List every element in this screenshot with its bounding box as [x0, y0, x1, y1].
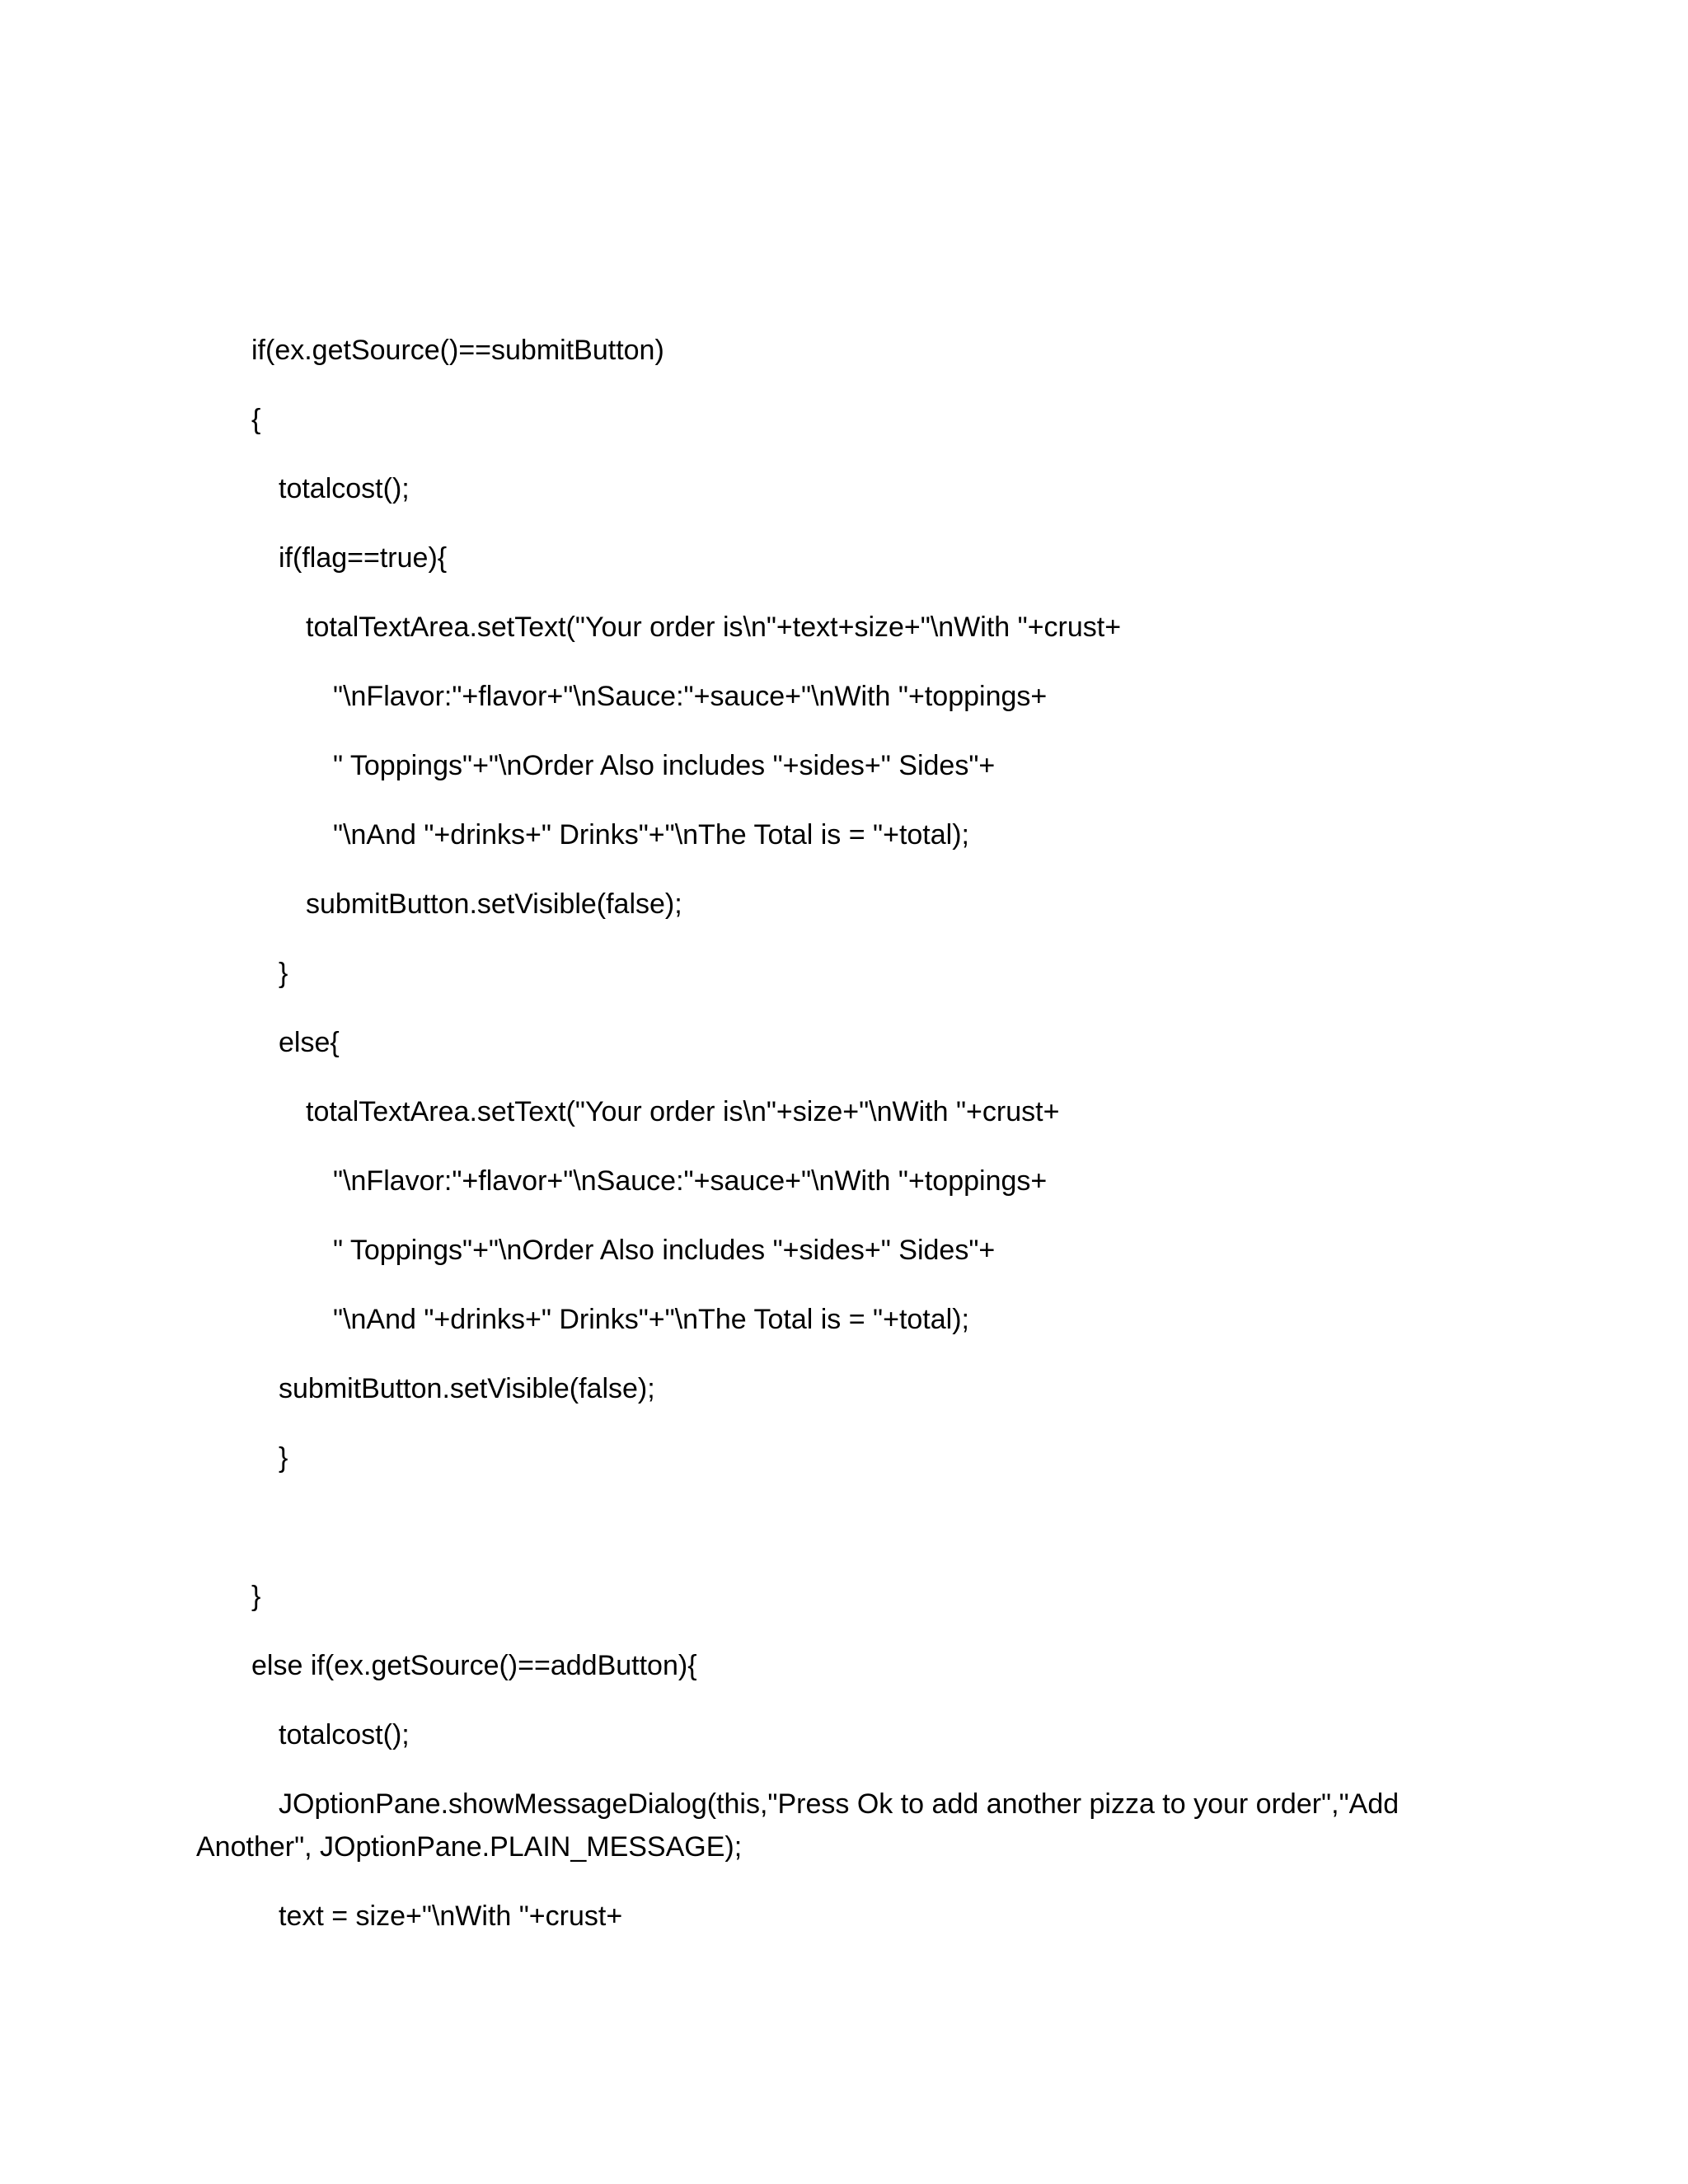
code-line: "\nAnd "+drinks+" Drinks"+"\nThe Total is = "+total); — [333, 819, 969, 851]
code-line: if(flag==true){ — [279, 542, 448, 574]
code-line: } — [279, 958, 288, 989]
code-line: totalcost(); — [279, 473, 410, 504]
code-line: " Toppings"+"\nOrder Also includes "+sides+" Sides"+ — [333, 750, 996, 781]
code-line: else if(ex.getSource()==addButton){ — [251, 1650, 697, 1681]
code-line: JOptionPane.showMessageDialog(this,"Press Ok to add another pizza to your order","Add — [279, 1788, 1400, 1820]
code-line: } — [279, 1442, 288, 1474]
code-line: Another", JOptionPane.PLAIN_MESSAGE); — [196, 1831, 743, 1863]
code-line: } — [251, 1581, 261, 1612]
code-line: text = size+"\nWith "+crust+ — [279, 1900, 623, 1932]
code-line: submitButton.setVisible(false); — [306, 888, 682, 920]
code-line: if(ex.getSource()==submitButton) — [251, 335, 664, 366]
code-line: submitButton.setVisible(false); — [279, 1373, 655, 1404]
code-line: totalcost(); — [279, 1719, 410, 1750]
code-line: "\nFlavor:"+flavor+"\nSauce:"+sauce+"\nWith "+toppings+ — [333, 1165, 1048, 1197]
code-line: "\nFlavor:"+flavor+"\nSauce:"+sauce+"\nWith "+toppings+ — [333, 681, 1048, 712]
code-line: totalTextArea.setText("Your order is\n"+size+"\nWith "+crust+ — [306, 1096, 1060, 1127]
code-line: "\nAnd "+drinks+" Drinks"+"\nThe Total is = "+total); — [333, 1304, 969, 1335]
code-line: { — [251, 404, 261, 435]
code-line: " Toppings"+"\nOrder Also includes "+sides+" Sides"+ — [333, 1235, 996, 1266]
code-line: else{ — [279, 1027, 340, 1058]
code-line: totalTextArea.setText("Your order is\n"+text+size+"\nWith "+crust+ — [306, 612, 1122, 643]
